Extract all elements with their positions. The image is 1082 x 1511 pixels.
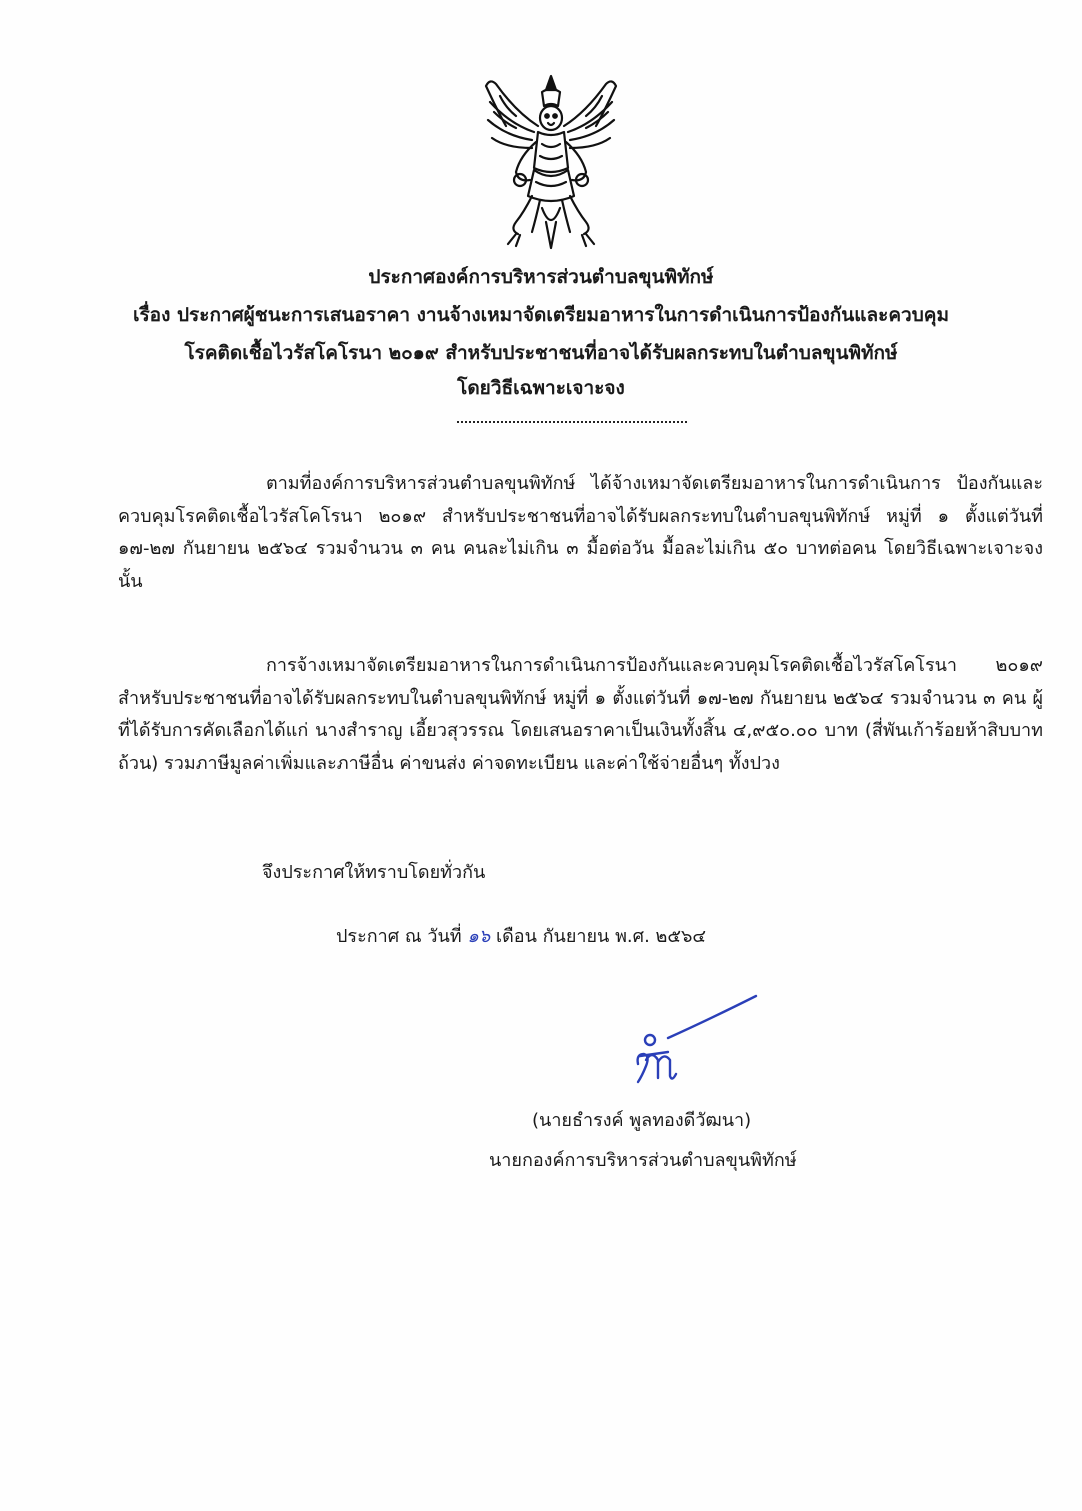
org-title: ประกาศองค์การบริหารส่วนตำบลขุนพิทักษ์ [368,266,714,288]
date-month-year: เดือน กันยายน พ.ศ. ๒๕๖๔ [495,926,707,947]
paragraph-1-text: ตามที่องค์การบริหารส่วนตำบลขุนพิทักษ์ ได้จ้างเหมาจัดเตรียมอาหารในการดำเนินการ ป้องกันและควบคุมโรคติดเชื้อไวรัสโคโรนา ๒๐๑๙ สำหรับประชาชนที่อาจได้รับผลกระทบในตำบลขุนพิทักษ์ หมู่ที่ ๑ ตั้งแต่วันที่ ๑๗-๒๗ กันยายน ๒๕๖๔ รวมจำนวน ๓ คน คนละไม่เกิน ๓ มื้อต่อวัน มื้อละไม่เกิน ๕๐ บาทต่อคน โดยวิธีเฉพาะเจาะจง นั้น [118,473,1043,592]
signer-position: นายกองค์การบริหารส่วนตำบลขุนพิทักษ์ [489,1150,797,1171]
subject-line-1: เรื่อง ประกาศผู้ชนะการเสนอราคา งานจ้างเหมาจัดเตรียมอาหารในการดำเนินการป้องกันและควบคุม [132,304,950,326]
handwritten-signature [628,990,768,1095]
subject-line-3: โดยวิธีเฉพาะเจาะจง [457,377,625,399]
closing-line: จึงประกาศให้ทราบโดยทั่วกัน [262,862,486,883]
date-day: ๑๖ [467,926,491,947]
signer-name: (นายธำรงค์ พูลทองดีวัฒนา) [532,1110,752,1131]
paragraph-1 [118,468,1043,598]
subject-line-2: โรคติดเชื้อไวรัสโคโรนา ๒๐๑๙ สำหรับประชาชนที่อาจได้รับผลกระทบในตำบลขุนพิทักษ์ [184,342,898,364]
announcement-date [336,922,706,952]
date-prefix: ประกาศ ณ วันที่ [336,926,462,947]
paragraph-2-text: การจ้างเหมาจัดเตรียมอาหารในการดำเนินการป้องกันและควบคุมโรคติดเชื้อไวรัสโคโรนา ๒๐๑๙ สำหรับประชาชนที่อาจได้รับผลกระทบในตำบลขุนพิทักษ์ หมู่ที่ ๑ ตั้งแต่วันที่ ๑๗-๒๗ กันยายน ๒๕๖๔ รวมจำนวน ๓ คน ผู้ที่ได้รับการคัดเลือกได้แก่ นางสำราญ เอี้ยวสุวรรณ โดยเสนอราคาเป็นเงินทั้งสิ้น ๔,๙๕๐.๐๐ บาท (สี่พันเก้าร้อยห้าสิบบาทถ้วน) รวมภาษีมูลค่าเพิ่มและภาษีอื่น ค่าขนส่ง ค่าจดทะเบียน และค่าใช้จ่ายอื่นๆ ทั้งปวง [118,655,1043,774]
paragraph-2 [118,650,1043,780]
garuda-emblem [476,72,626,250]
dotted-separator [457,411,687,423]
